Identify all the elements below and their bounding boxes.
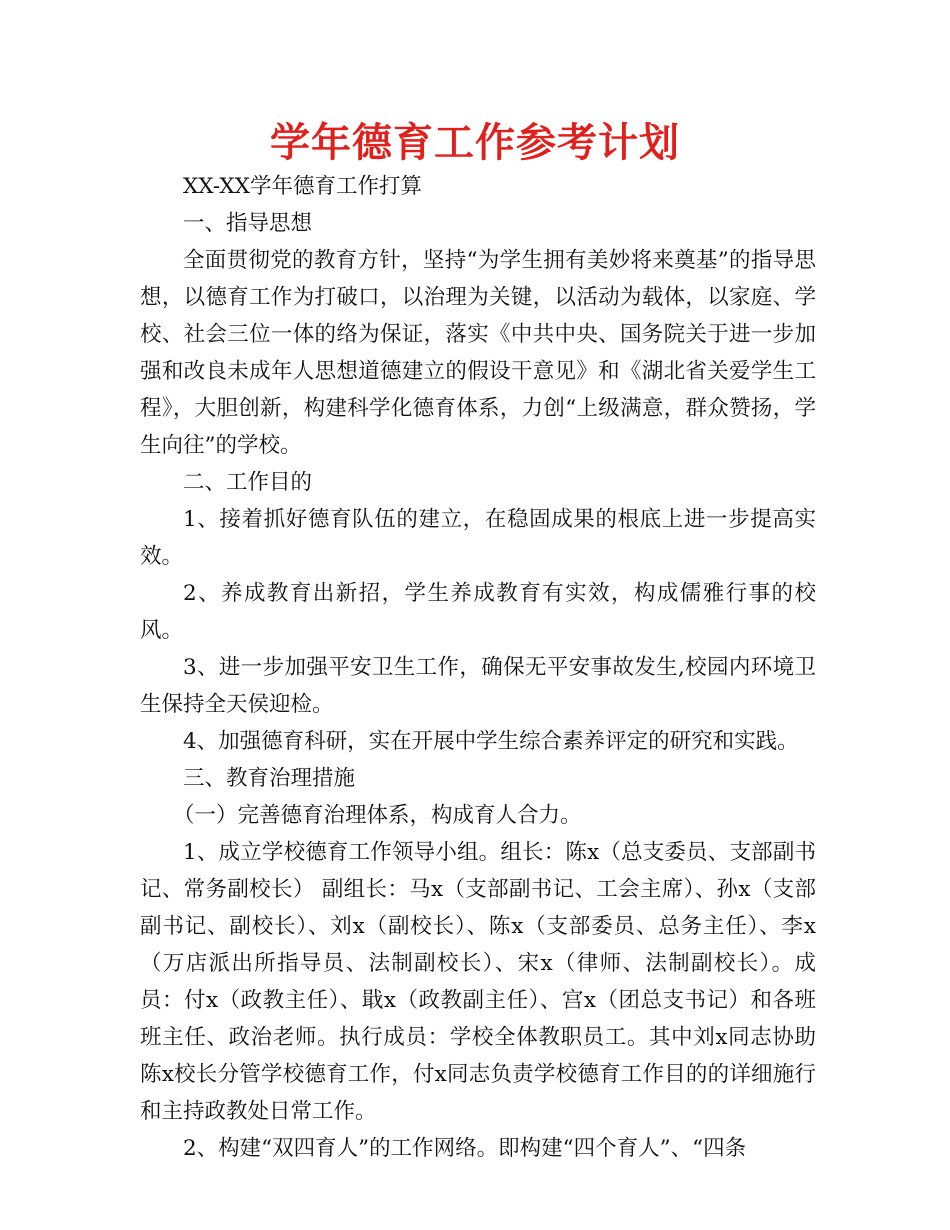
- document-title: 学年德育工作参考计划: [270, 120, 680, 166]
- section-heading-management-measures: 三、教育治理措施: [183, 766, 356, 791]
- goal-item-1: 1、接着抓好德育队伍的建立，在稳固成果的根底上进一步提高实效。: [140, 507, 816, 569]
- section-heading-work-goals: 二、工作目的: [183, 470, 313, 495]
- goal-item-3: 3、进一步加强平安卫生工作，确保无平安事故发生,校园内环境卫生保持全天侯迎检。: [140, 655, 816, 717]
- plan-subtitle: XX-XX学年德育工作打算: [183, 174, 422, 199]
- subsection-heading-1: （一）完善德育治理体系，构成育人合力。: [173, 803, 582, 828]
- measure-item-2: 2、构建“双四育人”的工作网络。即构建“四个育人”、“四条: [183, 1136, 747, 1161]
- measure-item-1: 1、成立学校德育工作领导小组。组长：陈x（总支委员、支部副书记、常务副校长） 副组长：马x（支部副书记、工会主席）、孙x（支部副书记、副校长）、刘x（副校长）、陈x（支部委员、总务主任）、李x（万店派出所指导员、法制副校长）、宋x（律师、法制副校长）。成员：付x（政教主任）、戢x（政教副主任）、宫x（团总支书记）和各班班主任、政治老师。执行成员：学校全体教职员工。其中刘x同志协助陈x校长分管学校德育工作，付x同志负责学校德育工作目的的详细施行和主持政教处日常工作。: [140, 840, 816, 1124]
- section-heading-guiding-ideology: 一、指导思想: [183, 211, 313, 236]
- goal-item-2: 2、养成教育出新招，学生养成教育有实效，构成儒雅行事的校风。: [140, 581, 816, 643]
- goal-item-4: 4、加强德育科研，实在开展中学生综合素养评定的研究和实践。: [183, 729, 799, 754]
- document-body: [140, 168, 816, 1167]
- guiding-ideology-paragraph: 全面贯彻党的教育方针，坚持“为学生拥有美妙将来奠基”的指导思想，以德育工作为打破口，以治理为关键，以活动为载体，以家庭、学校、社会三位一体的络为保证，落实《中共中央、国务院关于进一步加强和改良未成年人思想道德建立的假设干意见》和《湖北省关爱学生工程》，大胆创新，构建科学化德育体系，力创“上级满意，群众赞扬，学生向往”的学校。: [140, 248, 816, 458]
